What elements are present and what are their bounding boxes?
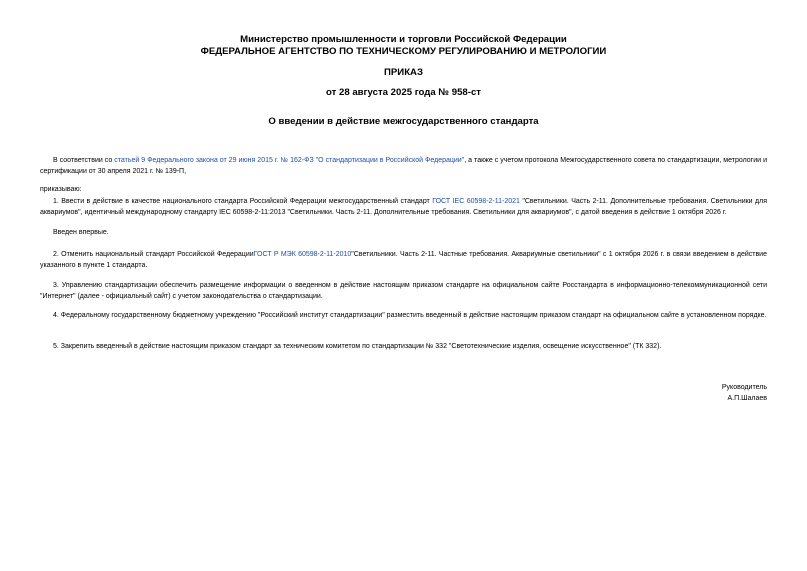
clause-1-text-end: "Светильники. Часть 2-11. Дополнительные требования. Светильники для аквариумов", идентичный международному стандарту IEC 60598-2-11:2013 "Светильники. Часть 2-11. Дополнительные требования. Светильники для аквариумов", с датой введения в действие 1 октября 2026 г. [40,198,767,216]
preamble-paragraph [40,155,767,177]
clause-5-paragraph: 5. Закрепить введенный в действие настоящим приказом стандарт за техническим комитетом по стандартизации № 332 "Светотехнические изделия, освещение искусственное" (ТК 332). [53,343,662,350]
signature-name: А.П.Шалаев [727,395,767,402]
gost-iec-link[interactable]: ГОСТ IEC 60598-2-11-2021 [432,198,520,205]
preamble-text-start: В соответствии со [53,157,115,164]
document-date-number: от 28 августа 2025 года № 958-ст [326,87,481,98]
signature-role: Руководитель [721,384,767,391]
clause-3-paragraph: 3. Управлению стандартизации обеспечить размещение информации о введенном в действие настоящим приказом стандарте на официальном сайте Росстандарта в информационно-телекоммуникационной сети "Интернет" (далее - официальный сайт) с учетом законодательства о стандартизации. [40,282,767,300]
document-type: ПРИКАЗ [384,67,423,78]
clause-2-paragraph [40,249,767,271]
federal-law-link[interactable]: статьей 9 Федерального закона от 29 июня 2015 г. № 162-ФЗ "О стандартизации в Российской Федерации" [114,157,465,164]
ministry-heading: Министерство промышленности и торговли Российской Федерации [240,34,567,45]
introduced-first-time: Введен впервые. [53,229,109,236]
order-word: приказываю: [40,186,82,193]
preamble-text-end: , а также с учетом протокола Межгосударственного совета по стандартизации, метрологии и сертификации от 30 апреля 2021 г. № 139-П, [40,157,767,175]
clause-2-text-start: 2. Отменить национальный стандарт Российской Федерации [53,251,254,258]
clause-2-text-end: "Светильники. Часть 2-11. Частные требования. Аквариумные светильники" с 1 октября 2026 г. в связи введением в действие указанного в пункте 1 стандарта. [40,251,767,269]
gost-r-mek-link[interactable]: ГОСТ Р МЭК 60598-2-11-2010 [253,251,352,258]
clause-1-text-start: 1. Ввести в действие в качестве национального стандарта Российской Федерации межгосударственный стандарт [53,198,433,205]
document-title: О введении в действие межгосударственного стандарта [268,116,539,127]
agency-heading: ФЕДЕРАЛЬНОЕ АГЕНТСТВО ПО ТЕХНИЧЕСКОМУ РЕГУЛИРОВАНИЮ И МЕТРОЛОГИИ [200,46,607,57]
clause-1-paragraph [40,196,767,218]
clause-4-paragraph: 4. Федеральному государственному бюджетному учреждению "Российский институт стандартизации" разместить введенный в действие настоящим приказом стандарт на официальном сайте в установленном порядке. [53,312,767,319]
